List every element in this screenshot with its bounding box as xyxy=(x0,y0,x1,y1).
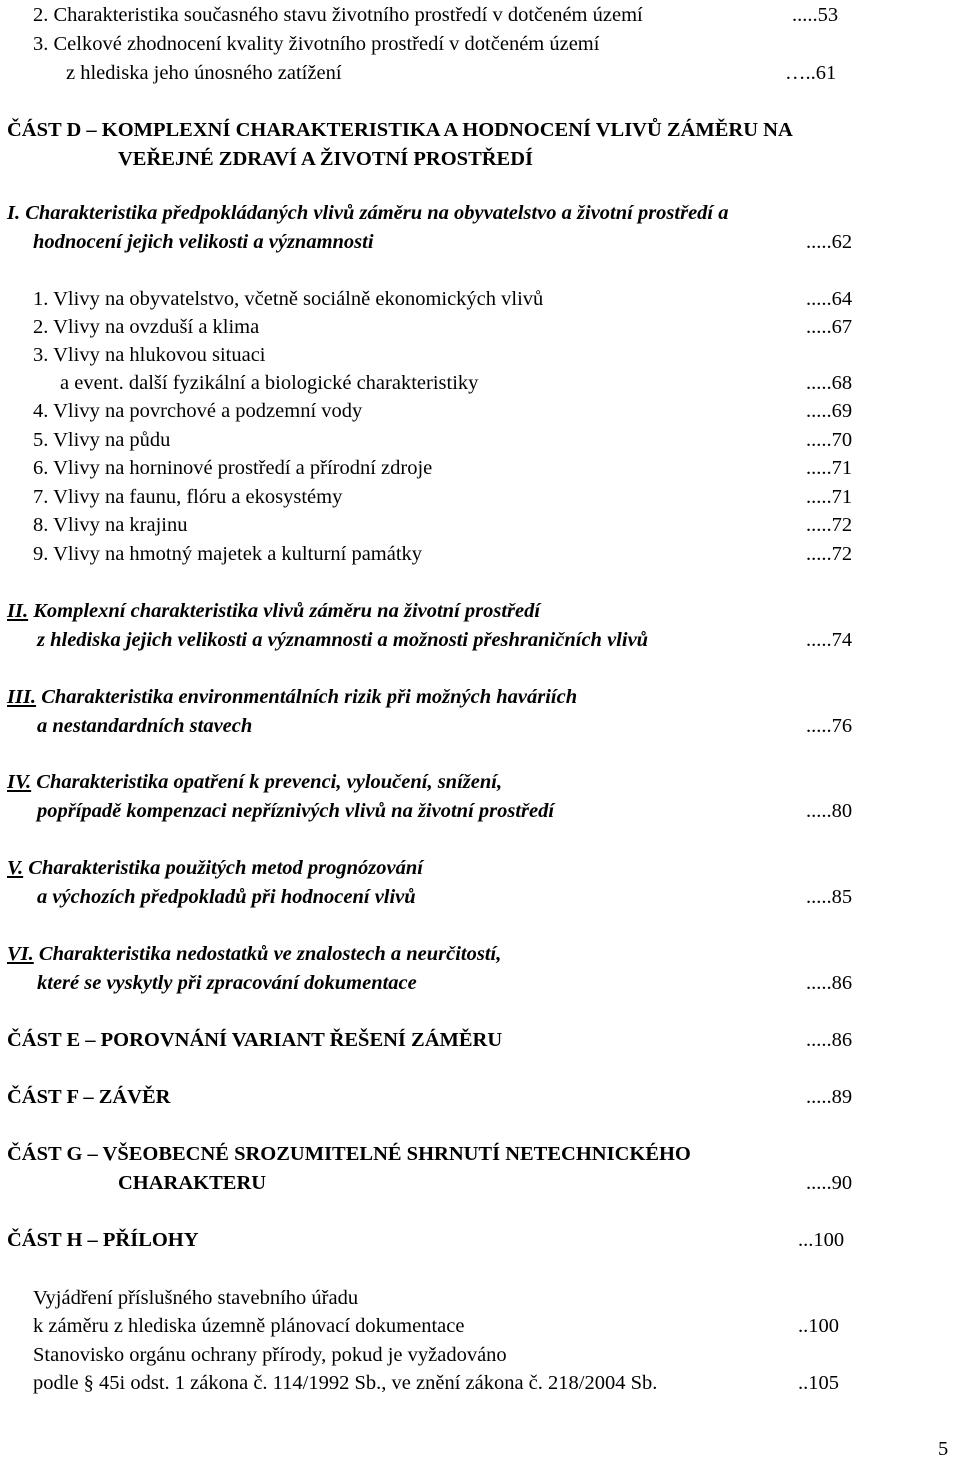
subitem-3-cont: a event. další fyzikální a biologické charakteristiky xyxy=(60,372,479,394)
section-v-page: .....85 xyxy=(806,886,853,908)
page-number: 5 xyxy=(938,1438,949,1460)
subitem-7-page: .....71 xyxy=(806,486,853,508)
subitem-3: 3. Vlivy na hlukovou situaci xyxy=(33,344,266,366)
part-d-heading-cont: VEŘEJNÉ ZDRAVÍ A ŽIVOTNÍ PROSTŘEDÍ xyxy=(118,148,534,170)
part-f-heading: ČÁST F – ZÁVĚR xyxy=(7,1086,171,1108)
section-ii-page: .....74 xyxy=(806,629,853,651)
subitem-2: 2. Vlivy na ovzduší a klima xyxy=(33,316,260,338)
section-iii-page: .....76 xyxy=(806,715,853,737)
toc-item-2: 2. Charakteristika současného stavu životního prostředí v dotčeném území xyxy=(33,4,643,26)
subitem-2-page: .....67 xyxy=(806,316,853,338)
part-e-heading: ČÁST E – POROVNÁNÍ VARIANT ŘEŠENÍ ZÁMĚRU xyxy=(7,1029,503,1051)
part-h-heading: ČÁST H – PŘÍLOHY xyxy=(7,1229,199,1251)
section-v-heading xyxy=(7,855,423,881)
section-ii-heading xyxy=(7,598,540,624)
subitem-5-page: .....70 xyxy=(806,429,853,451)
appendix-2-cont: podle § 45i odst. 1 zákona č. 114/1992 Sb., ve znění zákona č. 218/2004 Sb. xyxy=(33,1372,658,1394)
subitem-1: 1. Vlivy na obyvatelstvo, včetně sociálně ekonomických vlivů xyxy=(33,288,544,310)
section-iv-heading xyxy=(7,769,502,795)
section-vi-num: VI. xyxy=(7,943,34,965)
part-g-heading: ČÁST G – VŠEOBECNÉ SROZUMITELNÉ SHRNUTÍ NETECHNICKÉHO xyxy=(7,1143,691,1165)
subitem-5: 5. Vlivy na půdu xyxy=(33,429,171,451)
section-i-page: .....62 xyxy=(806,231,853,253)
subitem-9-page: .....72 xyxy=(806,543,853,565)
subitem-9: 9. Vlivy na hmotný majetek a kulturní památky xyxy=(33,543,423,565)
section-iii-num: III. xyxy=(7,686,37,708)
toc-item-3-cont: z hlediska jeho únosného zatížení xyxy=(66,62,342,84)
subitem-1-page: .....64 xyxy=(806,288,853,310)
section-v-title: Charakteristika použitých metod prognózování xyxy=(23,857,423,879)
section-iii-heading xyxy=(7,684,577,710)
part-d-heading: ČÁST D – KOMPLEXNÍ CHARAKTERISTIKA A HODNOCENÍ VLIVŮ ZÁMĚRU NA xyxy=(7,119,793,141)
subitem-4: 4. Vlivy na povrchové a podzemní vody xyxy=(33,400,363,422)
section-v-num: V. xyxy=(7,857,24,879)
appendix-1-cont: k záměru z hlediska územně plánovací dokumentace xyxy=(33,1315,465,1337)
section-v-heading-cont: a výchozích předpokladů při hodnocení vlivů xyxy=(37,886,416,908)
section-vi-heading-cont: které se vyskytly při zpracování dokumentace xyxy=(37,972,417,994)
appendix-1-page: ..100 xyxy=(798,1315,839,1337)
subitem-7: 7. Vlivy na faunu, flóru a ekosystémy xyxy=(33,486,343,508)
subitem-4-page: .....69 xyxy=(806,400,853,422)
part-h-page: ...100 xyxy=(798,1229,845,1251)
section-ii-title: Komplexní charakteristika vlivů záměru na životní prostředí xyxy=(28,600,541,622)
section-iv-num: IV. xyxy=(7,771,32,793)
toc-item-3-page: …..61 xyxy=(785,62,837,84)
part-g-heading-cont: CHARAKTERU xyxy=(118,1172,267,1194)
toc-item-3: 3. Celkové zhodnocení kvality životního prostředí v dotčeném území xyxy=(33,33,600,55)
section-vi-page: .....86 xyxy=(806,972,853,994)
section-i-heading: I. Charakteristika předpokládaných vlivů záměru na obyvatelstvo a životní prostředí a xyxy=(7,202,729,224)
subitem-6-page: .....71 xyxy=(806,457,853,479)
section-vi-heading xyxy=(7,941,501,967)
toc-item-2-page: .....53 xyxy=(792,4,839,26)
part-g-page: .....90 xyxy=(806,1172,853,1194)
subitem-6: 6. Vlivy na horninové prostředí a přírodní zdroje xyxy=(33,457,433,479)
appendix-2: Stanovisko orgánu ochrany přírody, pokud je vyžadováno xyxy=(33,1344,507,1366)
subitem-8-page: .....72 xyxy=(806,514,853,536)
part-f-page: .....89 xyxy=(806,1086,853,1108)
section-i-heading-cont: hodnocení jejich velikosti a významnosti xyxy=(33,231,374,253)
subitem-8: 8. Vlivy na krajinu xyxy=(33,514,188,536)
section-vi-title: Charakteristika nedostatků ve znalostech a neurčitostí, xyxy=(33,943,502,965)
section-iii-heading-cont: a nestandardních stavech xyxy=(37,715,253,737)
section-ii-heading-cont: z hlediska jejich velikosti a významnosti a možnosti přeshraničních vlivů xyxy=(37,629,649,651)
section-iv-page: .....80 xyxy=(806,800,853,822)
section-iv-title: Charakteristika opatření k prevenci, vyloučení, snížení, xyxy=(31,771,503,793)
section-ii-num: II. xyxy=(7,600,29,622)
section-iii-title: Charakteristika environmentálních rizik při možných haváriích xyxy=(36,686,578,708)
section-iv-heading-cont: popřípadě kompenzaci nepříznivých vlivů na životní prostředí xyxy=(37,800,555,822)
appendix-1: Vyjádření příslušného stavebního úřadu xyxy=(33,1287,359,1309)
part-e-page: .....86 xyxy=(806,1029,853,1051)
subitem-3-page: .....68 xyxy=(806,372,853,394)
appendix-2-page: ..105 xyxy=(798,1372,839,1394)
